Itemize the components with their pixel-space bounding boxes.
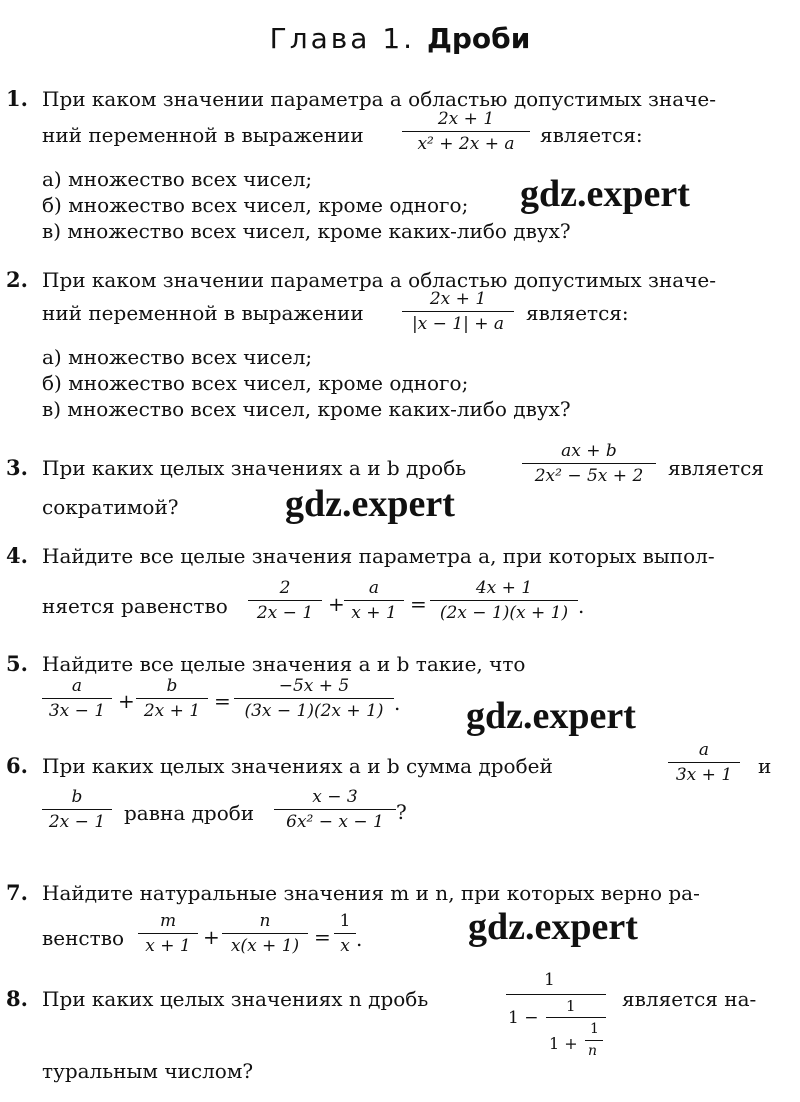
problem-7-line2: венство bbox=[42, 926, 124, 950]
fraction-denominator: 3x + 1 bbox=[675, 765, 733, 785]
fraction-numerator: 1 bbox=[334, 911, 356, 934]
fraction-denominator: x + 1 bbox=[145, 936, 191, 956]
fraction-numerator: b bbox=[42, 787, 112, 810]
fraction-denominator: x bbox=[340, 936, 350, 956]
problem-6-fraction-3 bbox=[274, 787, 396, 832]
problem-7-fraction-2 bbox=[222, 911, 308, 956]
fraction-numerator: 2x + 1 bbox=[402, 109, 530, 132]
watermark-1: gdz.expert bbox=[520, 173, 690, 215]
problem-8-after: является на- bbox=[622, 987, 757, 1011]
problem-2-option-b: б) множество всех чисел, кроме одного; bbox=[42, 371, 469, 395]
equals-sign: = bbox=[214, 689, 231, 713]
problem-6-and: и bbox=[758, 754, 772, 778]
problem-6-fraction-1 bbox=[668, 740, 740, 785]
problem-5-line1: Найдите все целые значения a и b такие, что bbox=[42, 652, 526, 676]
period: . bbox=[394, 691, 401, 715]
chapter-name: Дроби bbox=[426, 22, 531, 55]
problem-2-option-a: а) множество всех чисел; bbox=[42, 345, 313, 369]
question-mark: ? bbox=[396, 800, 407, 824]
chapter-title bbox=[0, 22, 800, 55]
problem-3-line1: При каких целых значениях a и b дробь bbox=[42, 456, 467, 480]
fraction-denominator: x + 1 bbox=[351, 603, 397, 623]
innermost-denominator: n bbox=[588, 1043, 598, 1059]
problem-4-fraction-1 bbox=[248, 578, 322, 623]
fraction-numerator: m bbox=[138, 911, 198, 934]
fraction-denominator: 2x² − 5x + 2 bbox=[534, 466, 644, 486]
problem-6-fraction-2 bbox=[42, 787, 112, 832]
plus-sign: + bbox=[118, 689, 135, 713]
fraction-numerator: b bbox=[136, 676, 208, 699]
fraction-numerator: a bbox=[344, 578, 404, 601]
problem-6-line1: При каких целых значениях a и b сумма дробей bbox=[42, 754, 553, 778]
fraction-denominator: 6x² − x − 1 bbox=[286, 812, 384, 832]
fraction-numerator: x − 3 bbox=[274, 787, 396, 810]
equals-sign: = bbox=[314, 925, 331, 949]
problem-1-option-c: в) множество всех чисел, кроме каких-либо двух? bbox=[42, 219, 571, 243]
plus-sign: + bbox=[203, 925, 220, 949]
fraction-denominator: x² + 2x + a bbox=[417, 134, 515, 154]
problem-2-after: является: bbox=[526, 301, 629, 325]
problem-6-line2: равна дроби bbox=[124, 801, 255, 825]
problem-1-line2: ний переменной в выражении bbox=[42, 123, 364, 147]
problem-5-fraction-1 bbox=[42, 676, 112, 721]
period: . bbox=[578, 594, 585, 618]
fraction-numerator: a bbox=[668, 740, 740, 763]
problem-1-fraction bbox=[402, 109, 530, 154]
problem-3-after: является bbox=[668, 456, 764, 480]
problem-7-number: 7. bbox=[6, 880, 28, 905]
fraction-numerator: −5x + 5 bbox=[234, 676, 394, 699]
problem-7-fraction-1 bbox=[138, 911, 198, 956]
problem-5-fraction-3 bbox=[234, 676, 394, 721]
fraction-numerator: a bbox=[42, 676, 112, 699]
watermark-2: gdz.expert bbox=[285, 483, 455, 525]
problem-2-line1: При каком значении параметра a областью допустимых значе- bbox=[42, 268, 716, 292]
problem-4-fraction-3 bbox=[430, 578, 578, 623]
plus-sign: + bbox=[328, 592, 345, 616]
fraction-denominator: (2x − 1)(x + 1) bbox=[439, 603, 569, 623]
problem-3-line2: сократимой? bbox=[42, 495, 179, 519]
innermost-numerator: 1 bbox=[590, 1021, 599, 1037]
equals-sign: = bbox=[410, 592, 427, 616]
problem-2-line2: ний переменной в выражении bbox=[42, 301, 364, 325]
problem-3-number: 3. bbox=[6, 455, 28, 480]
fraction-denominator: 2x + 1 bbox=[143, 701, 201, 721]
fraction-denominator: (3x − 1)(2x + 1) bbox=[244, 701, 384, 721]
problem-2-number: 2. bbox=[6, 267, 28, 292]
fraction-denominator: 1 − bbox=[508, 1008, 539, 1028]
fraction-numerator: 2 bbox=[248, 578, 322, 601]
problem-5-number: 5. bbox=[6, 651, 28, 676]
problem-4-number: 4. bbox=[6, 543, 28, 568]
fraction-numerator: n bbox=[222, 911, 308, 934]
fraction-denominator: 2x − 1 bbox=[48, 812, 106, 832]
fraction-numerator: ax + b bbox=[522, 441, 656, 464]
inner-numerator: 1 bbox=[566, 997, 576, 1015]
problem-1-option-b: б) множество всех чисел, кроме одного; bbox=[42, 193, 469, 217]
problem-8-line2: туральным числом? bbox=[42, 1059, 254, 1083]
fraction-denominator: |x − 1| + a bbox=[411, 314, 505, 334]
problem-3-fraction bbox=[522, 441, 656, 486]
inner-denominator: 1 + bbox=[549, 1034, 578, 1053]
fraction-numerator: 2x + 1 bbox=[402, 289, 514, 312]
problem-4-line1: Найдите все целые значения параметра a, при которых выпол- bbox=[42, 544, 715, 568]
fraction-denominator: 2x − 1 bbox=[256, 603, 314, 623]
inner-fraction-bar bbox=[546, 1017, 606, 1018]
problem-6-number: 6. bbox=[6, 753, 28, 778]
chapter-prefix: Глава 1. bbox=[269, 22, 416, 55]
problem-7-line1: Найдите натуральные значения m и n, при которых верно ра- bbox=[42, 881, 700, 905]
period: . bbox=[356, 927, 363, 951]
watermark-3: gdz.expert bbox=[466, 695, 636, 737]
fraction-denominator: 3x − 1 bbox=[48, 701, 106, 721]
problem-7-fraction-3 bbox=[334, 911, 356, 956]
problem-4-fraction-2 bbox=[344, 578, 404, 623]
problem-5-fraction-2 bbox=[136, 676, 208, 721]
innermost-fraction-bar bbox=[585, 1040, 603, 1041]
problem-8-line1: При каких целых значениях n дробь bbox=[42, 987, 429, 1011]
problem-2-option-c: в) множество всех чисел, кроме каких-либо двух? bbox=[42, 397, 571, 421]
problem-2-fraction bbox=[402, 289, 514, 334]
problem-1-line1: При каком значении параметра a областью допустимых значе- bbox=[42, 87, 716, 111]
fraction-numerator: 4x + 1 bbox=[430, 578, 578, 601]
problem-1-after: является: bbox=[540, 123, 643, 147]
watermark-4: gdz.expert bbox=[468, 906, 638, 948]
problem-4-line2: няется равенство bbox=[42, 594, 228, 618]
fraction-numerator: 1 bbox=[544, 970, 555, 990]
fraction-denominator: x(x + 1) bbox=[230, 936, 300, 956]
main-fraction-bar bbox=[506, 994, 606, 995]
problem-1-option-a: а) множество всех чисел; bbox=[42, 167, 313, 191]
problem-1-number: 1. bbox=[6, 86, 28, 111]
problem-8-number: 8. bbox=[6, 986, 28, 1011]
